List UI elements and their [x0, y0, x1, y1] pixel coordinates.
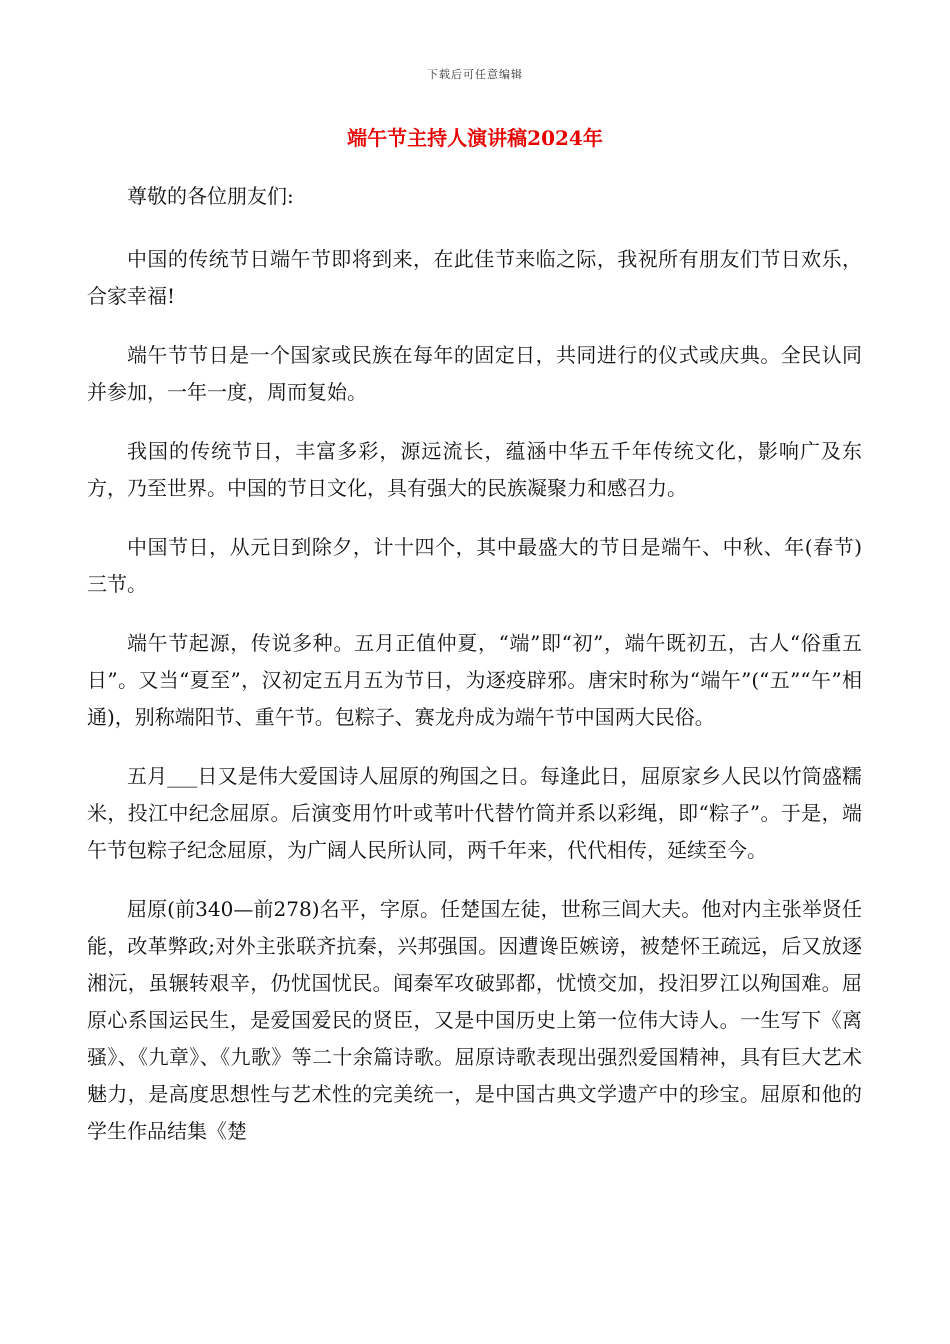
body-paragraph: 我国的传统节日，丰富多彩，源远流长，蕴涵中华五千年传统文化，影响广及东方，乃至世界。中国的节日文化，具有强大的民族凝聚力和感召力。	[87, 439, 862, 500]
body-paragraph: 中国节日，从元日到除夕，计十四个，其中最盛大的节日是端午、中秋、年(春节)三节。	[87, 535, 862, 596]
document-body	[87, 178, 862, 1172]
document-title: 端午节主持人演讲稿2024年	[347, 126, 603, 150]
body-paragraph: 端午节起源，传说多种。五月正值仲夏，“端”即“初”，端午既初五，古人“俗重五日”。又当“夏至”，汉初定五月五为节日，为逐疫辟邪。唐宋时称为“端午”(“五”“午”相通)，别称端阳节、重午节。包粽子、赛龙舟成为端午节中国两大民俗。	[87, 631, 862, 729]
greeting-paragraph: 尊敬的各位朋友们:	[127, 184, 294, 208]
body-paragraph: 屈原(前340—前278)名平，字原。任楚国左徒，世称三闾大夫。他对内主张举贤任能，改革弊政;对外主张联齐抗秦，兴邦强国。因遭谗臣嫉谤，被楚怀王疏远，后又放逐湘沅，虽辗转艰辛，仍忧国忧民。闻秦军攻破郢都，忧愤交加，投汨罗江以殉国难。屈原心系国运民生，是爱国爱民的贤臣，又是中国历史上第一位伟大诗人。一生写下《离骚》、《九章》、《九歌》等二十余篇诗歌。屈原诗歌表现出强烈爱国精神，具有巨大艺术魅力，是高度思想性与艺术性的完美统一，是中国古典文学遗产中的珍宝。屈原和他的学生作品结集《楚	[87, 897, 862, 1143]
body-paragraph: 中国的传统节日端午节即将到来，在此佳节来临之际，我祝所有朋友们节日欢乐，合家幸福!	[87, 247, 862, 308]
header-note: 下载后可任意编辑	[427, 68, 523, 81]
body-paragraph: 端午节节日是一个国家或民族在每年的固定日，共同进行的仪式或庆典。全民认同并参加，一年一度，周而复始。	[87, 343, 862, 404]
body-paragraph: 五月___日又是伟大爱国诗人屈原的殉国之日。每逢此日，屈原家乡人民以竹筒盛糯米，投江中纪念屈原。后演变用竹叶或苇叶代替竹筒并系以彩绳，即“粽子”。于是，端午节包粽子纪念屈原，为广阔人民所认同，两千年来，代代相传，延续至今。	[87, 764, 862, 862]
